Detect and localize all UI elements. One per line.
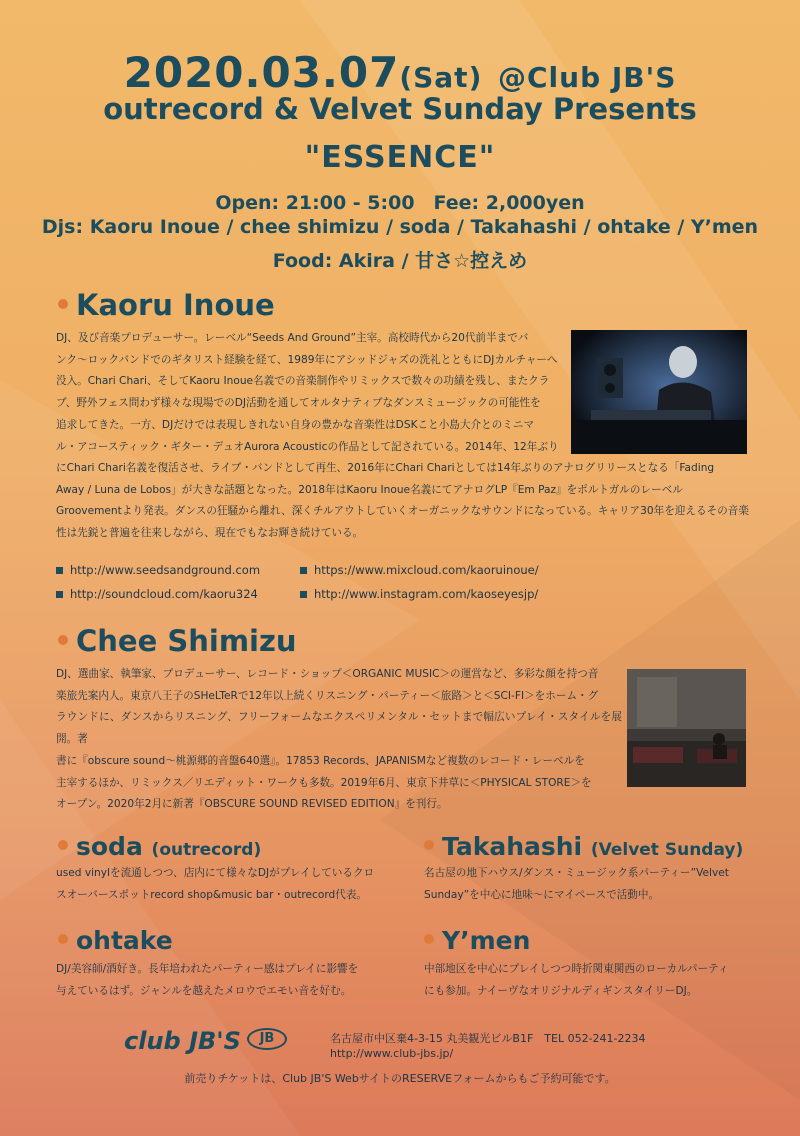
dj-photo-image: [571, 330, 747, 454]
link-text: http://www.instagram.com/kaoseyesjp/: [314, 587, 539, 601]
bio-line: スオーバースポットrecord shop&music bar・outrecord代表。: [56, 889, 368, 901]
chee-bio: [56, 664, 622, 816]
bullet-dot-icon: [424, 840, 434, 850]
event-venue: @Club JB'S: [498, 61, 677, 94]
artist-heading-kaoru: [58, 288, 275, 322]
jb-badge-icon: JB: [247, 1028, 287, 1050]
link-seedsandground[interactable]: [56, 563, 260, 577]
artist-heading-takahashi: [424, 832, 743, 861]
ticket-note: 前売りチケットは、Club JB'S WebサイトのRESERVEフォームからもご予約可能です。: [184, 1072, 616, 1085]
bullet-square-icon: [300, 567, 307, 574]
open-fee: Open: 21:00 - 5:00 Fee: 2,000yen: [215, 192, 585, 214]
bio-line: 楽旅先案内人。東京八王子のSHeLTeRで12年以上続くリスニング・パーティー＜旅路＞と＜SCI-FI＞をホーム・グ: [56, 689, 599, 702]
artist-name: Takahashi: [442, 832, 583, 861]
link-mixcloud[interactable]: [300, 563, 539, 577]
bio-line: DJ/美容師/酒好き。長年培われたパーティー感はプレイに影響を: [56, 963, 359, 975]
dj-list: Djs: Kaoru Inoue / chee shimizu / soda / Takahashi / ohtake / Y’men: [41, 216, 759, 238]
bullet-dot-icon: [58, 934, 68, 944]
club-address: 名古屋市中区棄4-3-15 丸美観光ビルB1F TEL 052-241-2234: [330, 1032, 646, 1045]
soda-bio: [56, 862, 374, 906]
bio-line: 書に『obscure sound〜桃源郷的音盤640選』。17853 Records、JAPANISMなど複数のレコード・レーベルを: [56, 754, 585, 767]
bio-line: 性は先鋭と普遍を往来しながら、現在でもなお輝き続けている。: [56, 527, 364, 540]
club-logo: [124, 1027, 287, 1055]
bio-line: Groovementより発表。ダンスの狂騒から離れ、深くチルアウトしていくオーガニックなサウンドになっている。キャリア30年を迎えるその音楽: [56, 505, 749, 518]
artist-name: ohtake: [76, 926, 173, 955]
bio-line: DJ、選曲家、執筆家、プロデューサー、レコード・ショップ＜ORGANIC MUSIC＞の運営など、多彩な顔を持つ音: [56, 668, 599, 680]
artist-heading-ymen: [424, 926, 530, 955]
event-day: (Sat): [399, 61, 483, 94]
bio-line: Away / Luna de Lobos」が大きな話題となった。2018年はKaoru Inoue名義にてアナログLP『Em Paz』をポルトガルのレーベル: [56, 483, 683, 496]
kaoru-bio-bottom: [56, 458, 750, 545]
bio-line: DJ、及び音楽プロデューサー。レーベル“Seeds And Ground”主宰。高校時代から20代前半までバ: [56, 332, 529, 344]
bio-line: 没入。Chari Chari、そしてKaoru Inoue名義での音楽制作やリミックスで数々の功績を残し、またクラ: [56, 375, 550, 388]
artist-heading-chee: [58, 624, 297, 658]
bio-line: ンク〜ロックバンドでのギタリスト経験を経て、1989年にアシッドジャズの洗礼とともにDJカルチャーへ: [56, 353, 558, 366]
bio-line: 追求してきた。一方、DJだけでは表現しきれない自身の豊かな音楽性はDSKこと小島大介とのミニマ: [56, 418, 535, 431]
artist-name: Kaoru Inoue: [76, 288, 275, 322]
event-date: 2020.03.07: [123, 48, 400, 97]
link-text: https://www.mixcloud.com/kaoruinoue/: [314, 563, 539, 577]
artist-heading-ohtake: [58, 926, 173, 955]
bio-line: ル・アコースティック・ギター・デュオAurora Acousticの作品として記されている。2014年、12年ぶり: [56, 440, 559, 453]
kaoru-photo: [571, 330, 747, 454]
club-url[interactable]: http://www.club-jbs.jp/: [330, 1047, 454, 1060]
food-list: Food: Akira / 甘さ☆控えめ: [272, 250, 528, 272]
bio-line: 主宰するほか、リミックス／リエディット・ワークも多数。2019年6月、東京下井草に＜PHYSICAL STORE＞を: [56, 776, 592, 789]
bio-line: Sunday”を中心に地味〜にマイペースで活動中。: [424, 889, 660, 901]
bio-line: にChari Chari名義を復活させ、ライブ・バンドとして再生、2016年にChari Chariとしては14年ぶりのアナログリリースとなる「Fading: [56, 462, 715, 474]
bullet-dot-icon: [424, 934, 434, 944]
bullet-dot-icon: [58, 840, 68, 850]
artist-tag: (Velvet Sunday): [590, 840, 744, 860]
bullet-dot-icon: [58, 299, 68, 309]
bio-line: 中部地区を中心にプレイしつつ時折関東関西のローカルパーティ: [424, 963, 729, 975]
takahashi-bio: [424, 862, 729, 906]
bio-line: ブ、野外フェス問わず様々な現場でのDJ活動を通してオルタナティブなダンスミュージックの可能性を: [56, 397, 541, 410]
bullet-square-icon: [56, 591, 63, 598]
artist-tag: (outrecord): [151, 840, 262, 860]
bio-line: ラウンドに、ダンスからリスニング、フリーフォームなエクスペリメンタル・セットまで幅広いプレイ・スタイルを展開。著: [56, 711, 622, 746]
club-logo-text: club JB'S: [124, 1027, 241, 1055]
chee-photo: [627, 669, 746, 787]
link-soundcloud[interactable]: [56, 587, 258, 601]
ymen-bio: [424, 958, 728, 1002]
bullet-dot-icon: [58, 635, 68, 645]
bio-line: used vinylを流通しつつ、店内にて様々なDJがプレイしているクロ: [56, 867, 375, 879]
bullet-square-icon: [300, 591, 307, 598]
link-instagram[interactable]: [300, 587, 538, 601]
link-text: http://soundcloud.com/kaoru324: [70, 587, 258, 601]
bio-line: 与えているはず。ジャンルを越えたメロウでエモい音を好む。: [56, 985, 352, 997]
studio-photo-image: [627, 669, 746, 787]
artist-name: Y’men: [442, 926, 531, 955]
ohtake-bio: [56, 958, 358, 1002]
link-text: http://www.seedsandground.com: [70, 563, 261, 577]
event-presenters: outrecord & Velvet Sunday Presents: [103, 92, 697, 126]
bio-line: にも参加。ナイーヴなオリジナルディギンスタイリーDJ。: [424, 985, 698, 997]
bullet-square-icon: [56, 567, 63, 574]
event-date-line: [0, 48, 800, 97]
kaoru-bio-top: [56, 328, 566, 458]
artist-heading-soda: [58, 832, 261, 861]
bio-line: 名古屋の地下ハウス/ダンス・ミュージック系パーティー”Velvet: [424, 867, 729, 879]
artist-name: Chee Shimizu: [76, 624, 297, 658]
event-title: "ESSENCE": [304, 140, 496, 175]
artist-name: soda: [76, 832, 143, 861]
bio-line: オープン。2020年2月に新著『OBSCURE SOUND REVISED EDITION』を刊行。: [56, 798, 448, 811]
